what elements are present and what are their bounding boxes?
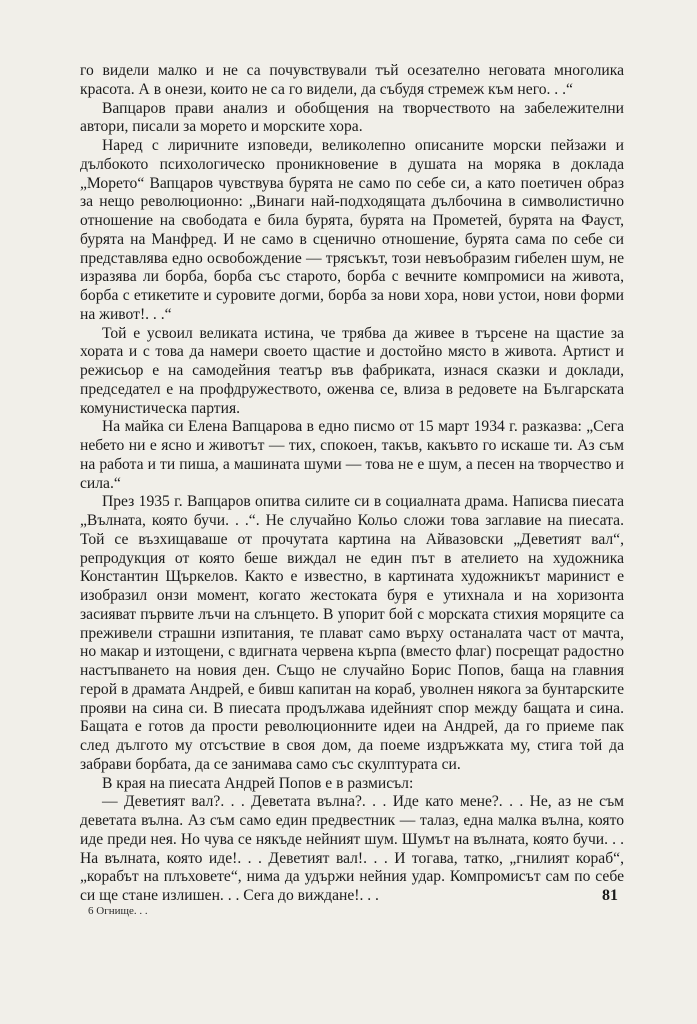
paragraph-drama: През 1935 г. Вапцаров опитва силите си в социалната драма. Написва пиесата „Вълната, която бучи. . .“. Не случайно Кольо сложи това заглавие на пиесата. Той се възхищаваше от прочутата картина на Айвазовски „Деветият вал“, репродукция от която беше виждал не един път в ателието на художника Константин Щъркелов. Както е известно, в картината художникът маринист е изобразил онзи момент, когато жестоката буря е утихнала и на хоризонта засияват първите лъчи на слънцето. В упорит бой с морската стихия моряците са преживели страшни изпитания, те плават само върху останалата част от мачта, но макар и изтощени, с вдигната червена кърпа (вместо флаг) посрещат радостно настъпването на новия ден. Също не случайно Борис Попов, баща на главния герой в драмата Андрей, е бивш капитан на кораб, уволнен някога за бунтарските прояви на сина си. В пиесата продължава идейният спор между бащата и сина. Бащата е готов да прости революционните идеи на Андрей, да го приеме пак след дългото му отсъствие в своя дом, да поеме издръжката му, стига той да забрави борбата, да се занимава само със скулптурата си.: [80, 493, 624, 773]
page-body-text: [80, 62, 624, 906]
paragraph-monologue: — Деветият вал?. . . Деветата вълна?. . . Иде като мене?. . . Не, аз не съм деветата вълна. Аз съм само един предвестник — талаз, една малка вълна, която иде преди нея. Но чува се някъде нейният шум. Шумът на вълната, която бучи. . . На вълната, която иде!. . . Деветият вал!. . . И тогава, татко, „гнилият кораб“, „корабът на плъховете“, нима да удържи нейния удар. Компромисът сам по себе си ще стане излишен. . . Сега до виждане!. . .: [80, 793, 624, 904]
paragraph-letter: На майка си Елена Вапцарова в едно писмо от 15 март 1934 г. разказва: „Сега небето ни е ясно и животът — тих, спокоен, такъв, какъвто го искаше ти. Аз съм на работа и ти пиша, а машината шуми — това не е шум, а песен на творчество и сила.“: [80, 418, 624, 492]
signature-mark: 6 Огнище. . .: [88, 905, 148, 917]
paragraph-analysis: Вапцаров прави анализ и обобщения на творчеството на забележителни автори, писали за морето и морските хора.: [80, 99, 624, 136]
paragraph-continuation: го видели малко и не са почувствували тъй осезателно неговата многолика красота. А в онези, които не са го видели, да събудя стремеж към него. . .“: [80, 62, 624, 98]
page-number: 81: [602, 887, 618, 904]
paragraph-storm: Наред с лиричните изповеди, великолепно описаните морски пейзажи и дълбокото психологическо проникновение в душата на моряка в доклада „Морето“ Вапцаров чувствува бурята не само по себе си, а като поетичен образ за нещо революционно: „Винаги най-подходящата дълбочина в символистично отношение на свободата е била бурята, бурята на Прометей, бурята на Фауст, бурята на Манфред. И не само в сценично отношение, бурята сама по себе си представлява едно освобождение — трясъкът, този невъобразим гибелен шум, не изразява ли борба, борба със старото, борба с вечните компромиси на живота, борба с етикетите и суровите догми, борба за нови хора, нови устои, нови форми на живот!. . .“: [80, 137, 624, 323]
paragraph-reflection-intro: В края на пиесата Андрей Попов е в размисъл:: [102, 774, 414, 792]
paragraph-truth: Той е усвоил великата истина, че трябва да живее в търсене на щастие за хората и с това да намери своето щастие и достойно място в живота. Артист и режисьор е на самодейния театър във фабриката, изнася сказки и доклади, председател е на профдружеството, оженва се, влиза в редовете на Българската комунистическа партия.: [80, 324, 624, 417]
